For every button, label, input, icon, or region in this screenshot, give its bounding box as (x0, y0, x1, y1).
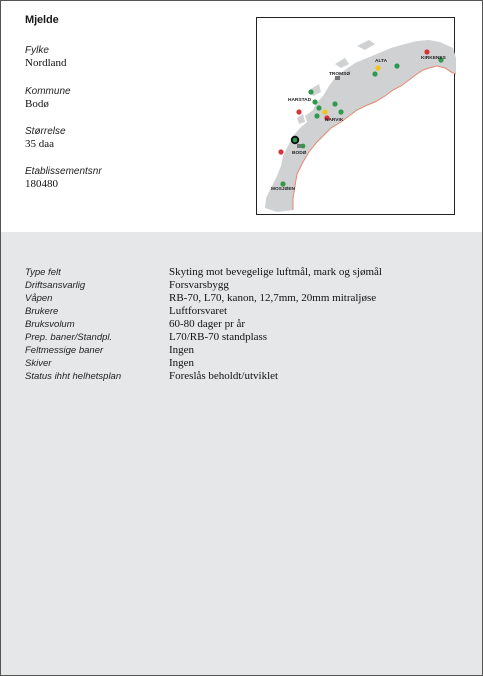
row-label: Våpen (25, 293, 53, 304)
row-label: Brukere (25, 306, 59, 317)
place-label-tromso: TROMSØ (329, 72, 351, 77)
row-label: Driftsansvarlig (25, 280, 86, 291)
row-value: L70/RB-70 standplass (169, 331, 268, 343)
row-value: 60-80 dager pr år (169, 318, 246, 330)
county-value: Nordland (25, 57, 67, 69)
row-value: Luftforsvaret (169, 305, 228, 317)
municipality-value: Bodø (25, 98, 49, 110)
place-label-kirkenes: KIRKENES (421, 56, 446, 61)
row-value: Foreslås beholdt/utviklet (169, 370, 279, 382)
place-label-bodo: BODØ (292, 151, 307, 156)
establishment-number-value: 180480 (25, 178, 58, 190)
size-value: 35 daa (25, 138, 55, 150)
establishment-number-label: Etablissementsnr (25, 166, 102, 177)
municipality-label: Kommune (25, 86, 71, 97)
page-title: Mjelde (25, 14, 59, 26)
row-value: Forsvarsbygg (169, 279, 229, 291)
place-label-harstad: HARSTAD (288, 98, 312, 103)
row-label: Prep. baner/Standpl. (25, 332, 113, 343)
row-label: Feltmessige baner (25, 345, 104, 356)
row-label: Bruksvolum (25, 319, 75, 330)
place-label-mosjoen: MOSJØEN (271, 187, 295, 192)
size-label: Størrelse (25, 126, 66, 137)
row-value: Skyting mot bevegelige luftmål, mark og sjømål (169, 266, 382, 278)
row-label: Type felt (25, 267, 61, 278)
row-value: Ingen (169, 357, 195, 369)
county-label: Fylke (25, 45, 49, 56)
row-value: RB-70, L70, kanon, 12,7mm, 20mm mitraljøse (169, 292, 377, 304)
row-label: Skiver (25, 358, 52, 369)
place-label-narvik: NARVIK (325, 118, 344, 123)
place-label-alta: ALTA (375, 59, 388, 64)
row-value: Ingen (169, 344, 195, 356)
row-label: Status ihht helhetsplan (25, 371, 122, 382)
